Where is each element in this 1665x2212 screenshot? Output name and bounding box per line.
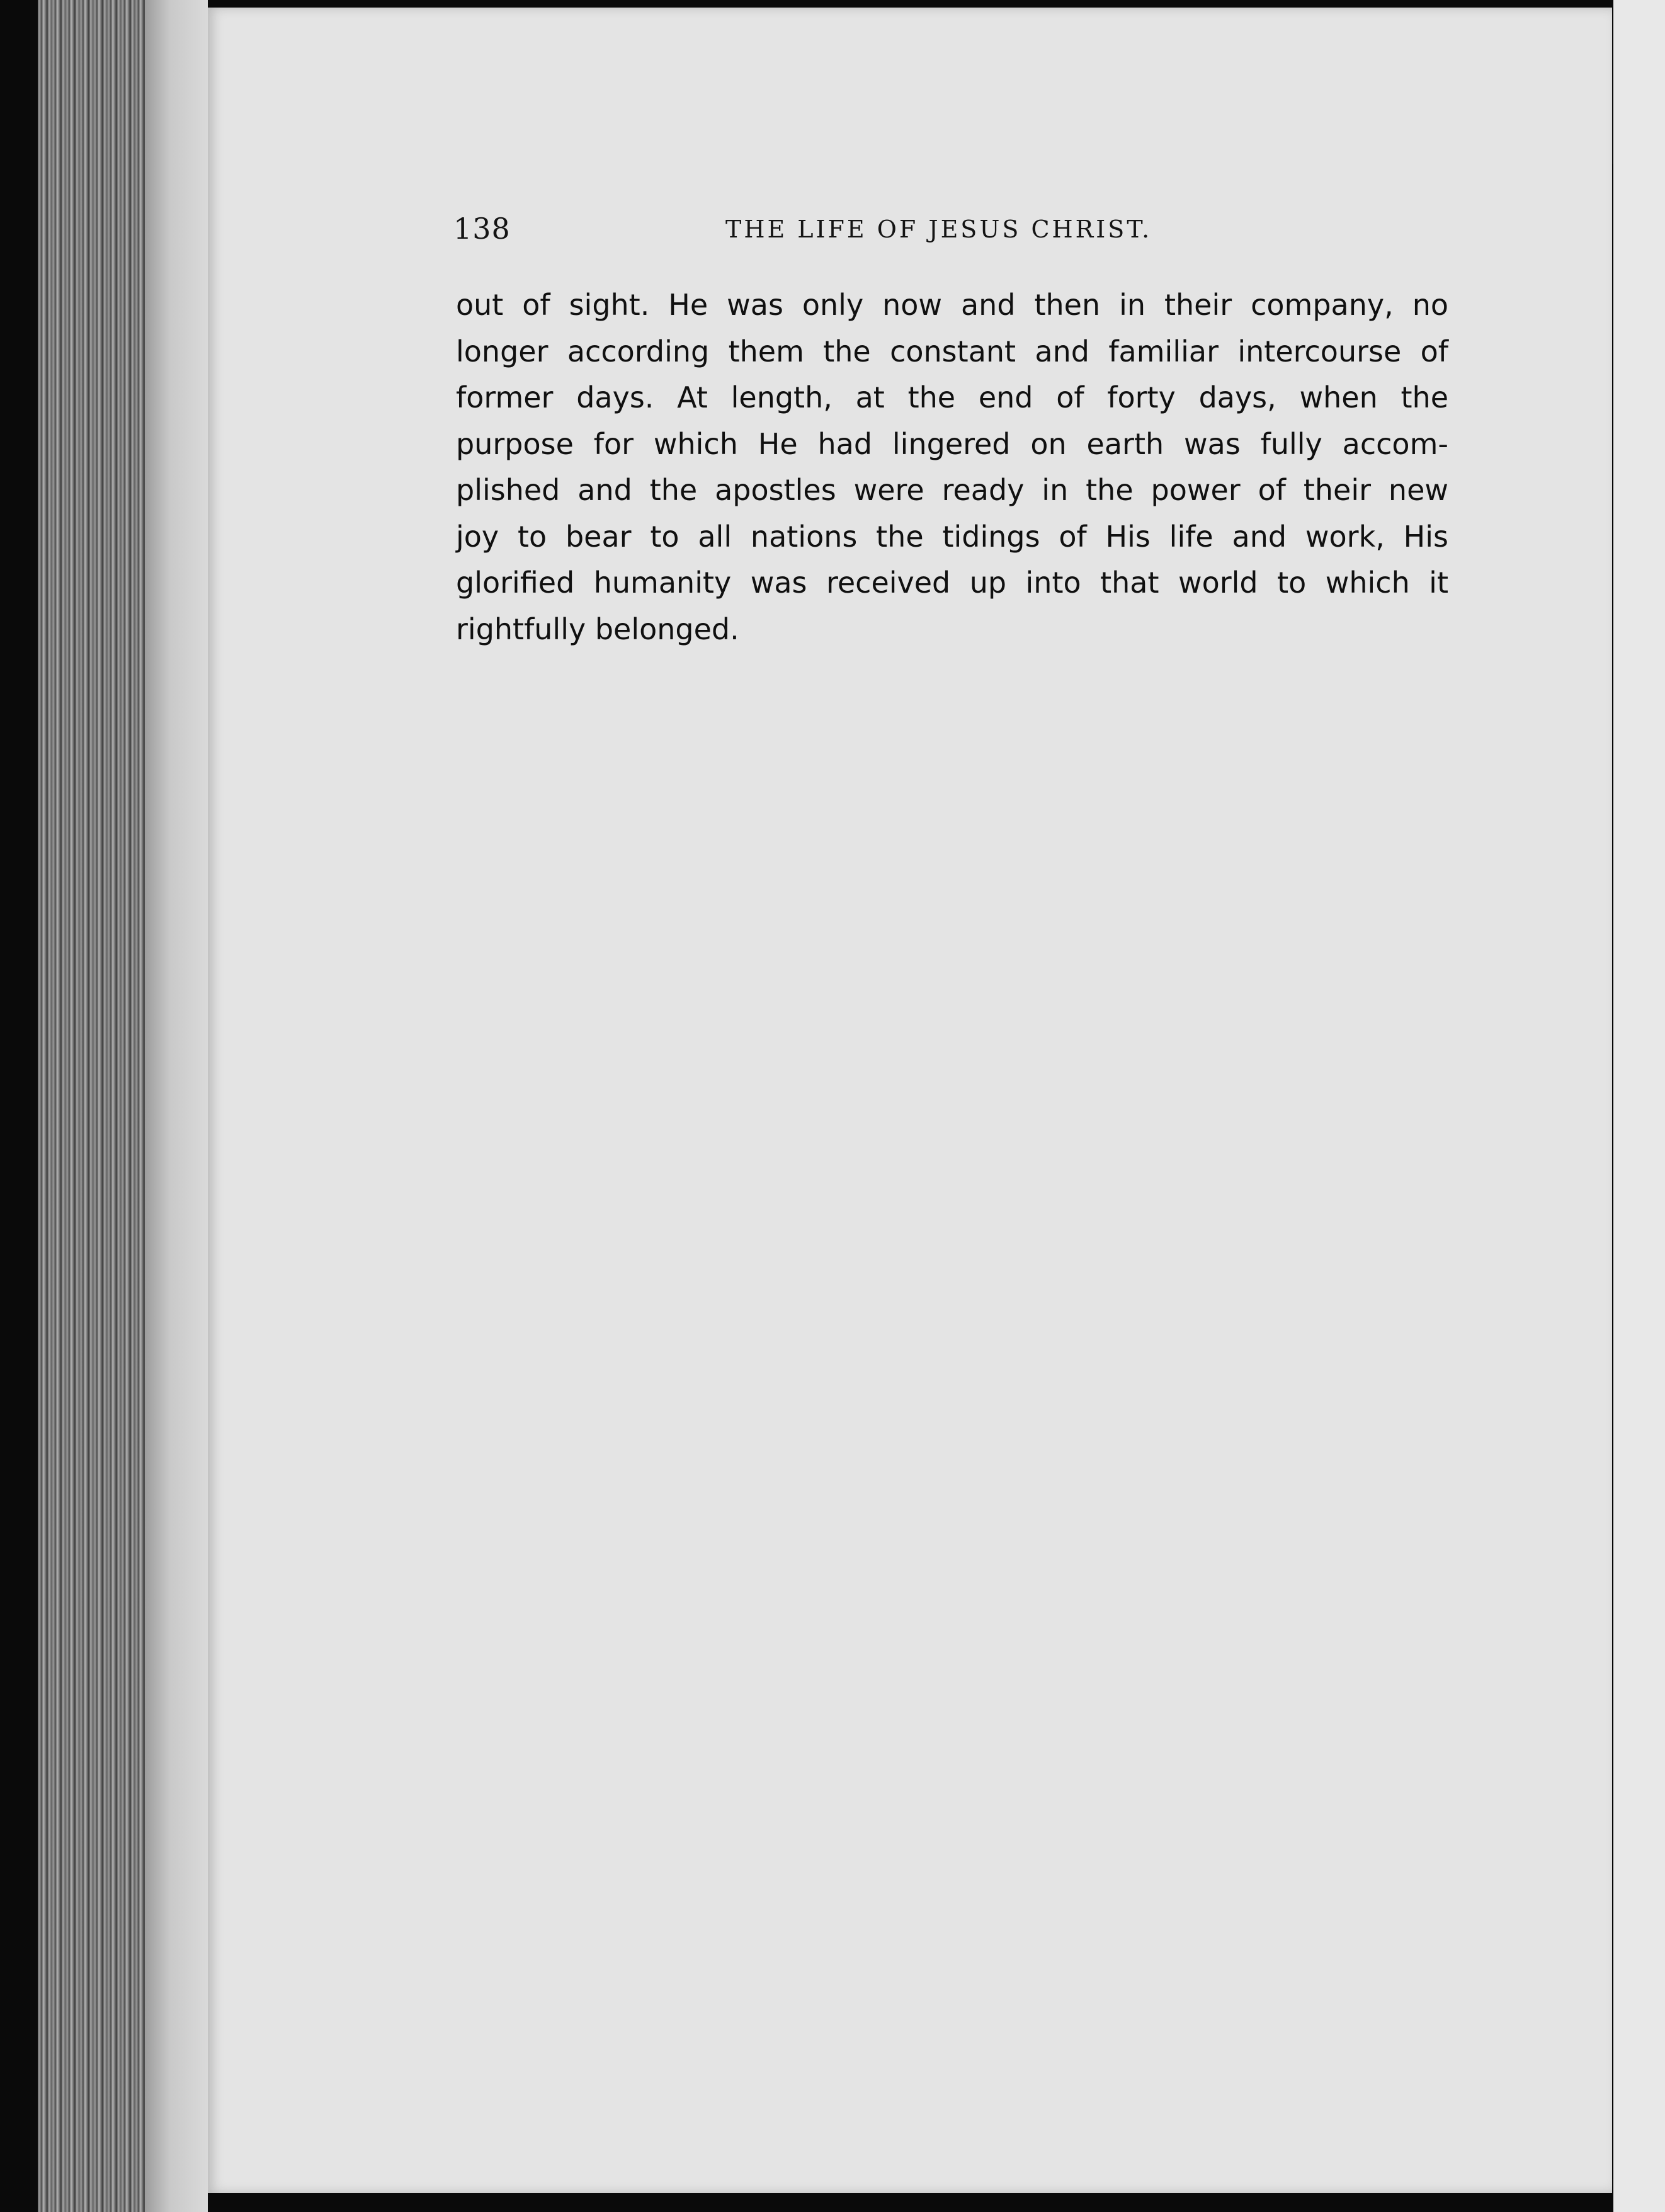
page-number: 138	[453, 212, 511, 246]
running-title: THE LIFE OF JESUS CHRIST.	[725, 215, 1152, 243]
body-paragraph	[456, 282, 1448, 653]
text-line: glorified humanity was received up into that world to which it	[456, 566, 1448, 600]
text-line: out of sight. He was only now and then in their company, no	[456, 288, 1448, 322]
text-line: plished and the apostles were ready in the power of their new	[456, 473, 1448, 507]
facing-page-edge	[1613, 0, 1665, 2212]
text-line: rightfully belonged.	[456, 612, 739, 646]
text-line: former days. At length, at the end of forty days, when the	[456, 380, 1448, 414]
text-line: longer according them the constant and familiar intercourse of	[456, 334, 1448, 368]
text-line: joy to bear to all nations the tidings of His life and work, His	[456, 519, 1448, 554]
page-edges-inner	[145, 0, 208, 2212]
running-header	[453, 208, 1461, 258]
text-line: purpose for which He had lingered on earth was fully accom-	[456, 426, 1448, 461]
